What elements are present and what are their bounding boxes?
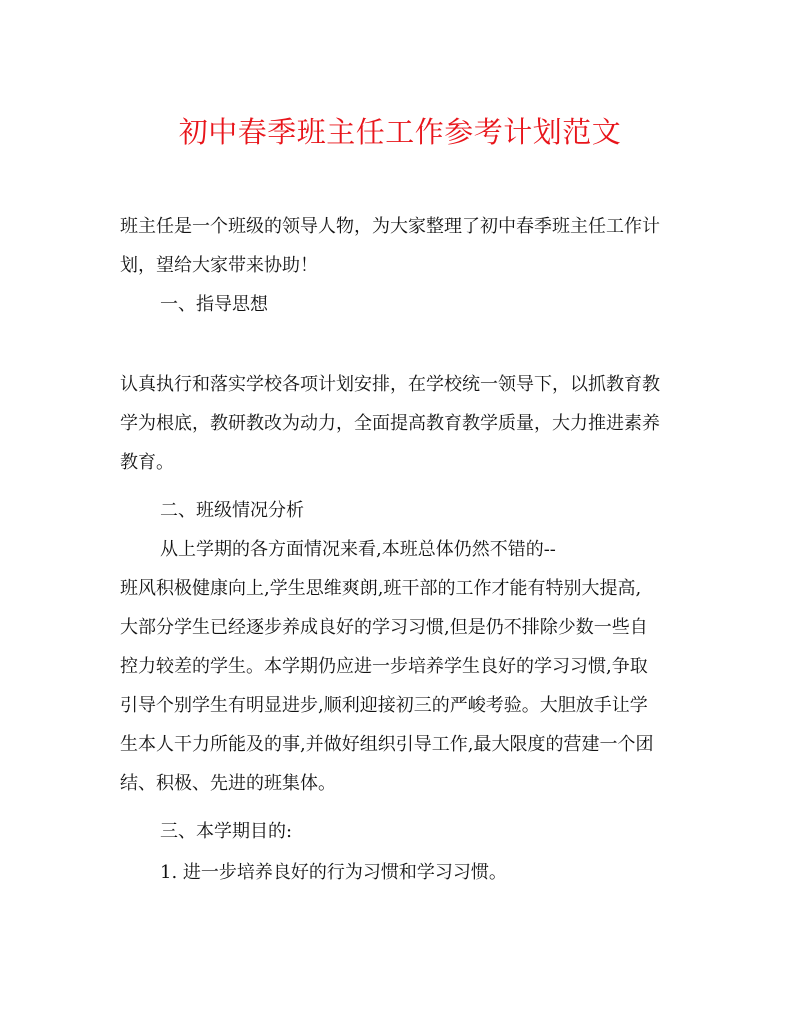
section-heading: 二、班级情况分析 <box>160 500 304 521</box>
paragraph-line: 教育。 <box>120 452 174 473</box>
section-heading-semester-goals <box>120 812 680 851</box>
intro-line: 划，望给大家带来协助！ <box>120 255 318 276</box>
paragraph-line: 结、积极、先进的班集体。 <box>120 773 336 794</box>
section1-paragraph <box>120 365 680 482</box>
paragraph-line: 从上学期的各方面情况来看,本班总体仍然不错的-- <box>160 539 556 560</box>
section2-paragraph <box>120 530 680 803</box>
paragraph-line: 控力较差的学生。本学期仍应进一步培养学生良好的学习习惯,争取 <box>120 656 648 677</box>
section-heading-guiding-ideology <box>120 285 680 324</box>
intro-line: 班主任是一个班级的领导人物，为大家整理了初中春季班主任工作计 <box>120 216 660 237</box>
intro-paragraph <box>120 207 680 285</box>
page-title: 初中春季班主任工作参考计划范文 <box>178 115 622 149</box>
paragraph-line: 生本人干力所能及的事,并做好组织引导工作,最大限度的营建一个团 <box>120 734 654 755</box>
section-heading-class-analysis <box>120 491 680 530</box>
paragraph-line: 班风积极健康向上,学生思维爽朗,班干部的工作才能有特别大提高, <box>120 578 642 599</box>
goal-list-item <box>120 853 680 892</box>
paragraph-line: 引导个别学生有明显进步,顺利迎接初三的严峻考验。大胆放手让学 <box>120 695 648 716</box>
section-heading: 一、指导思想 <box>160 294 268 315</box>
paragraph-line: 认真执行和落实学校各项计划安排，在学校统一领导下，以抓教育教 <box>120 374 660 395</box>
section-heading: 三、本学期目的: <box>160 821 293 842</box>
paragraph-line: 大部分学生已经逐步养成良好的学习习惯,但是仍不排除少数一些自 <box>120 617 648 638</box>
paragraph-line: 学为根底，教研教改为动力，全面提高教育教学质量，大力推进素养 <box>120 413 660 434</box>
list-item: 1. 进一步培养良好的行为习惯和学习习惯。 <box>160 862 507 883</box>
